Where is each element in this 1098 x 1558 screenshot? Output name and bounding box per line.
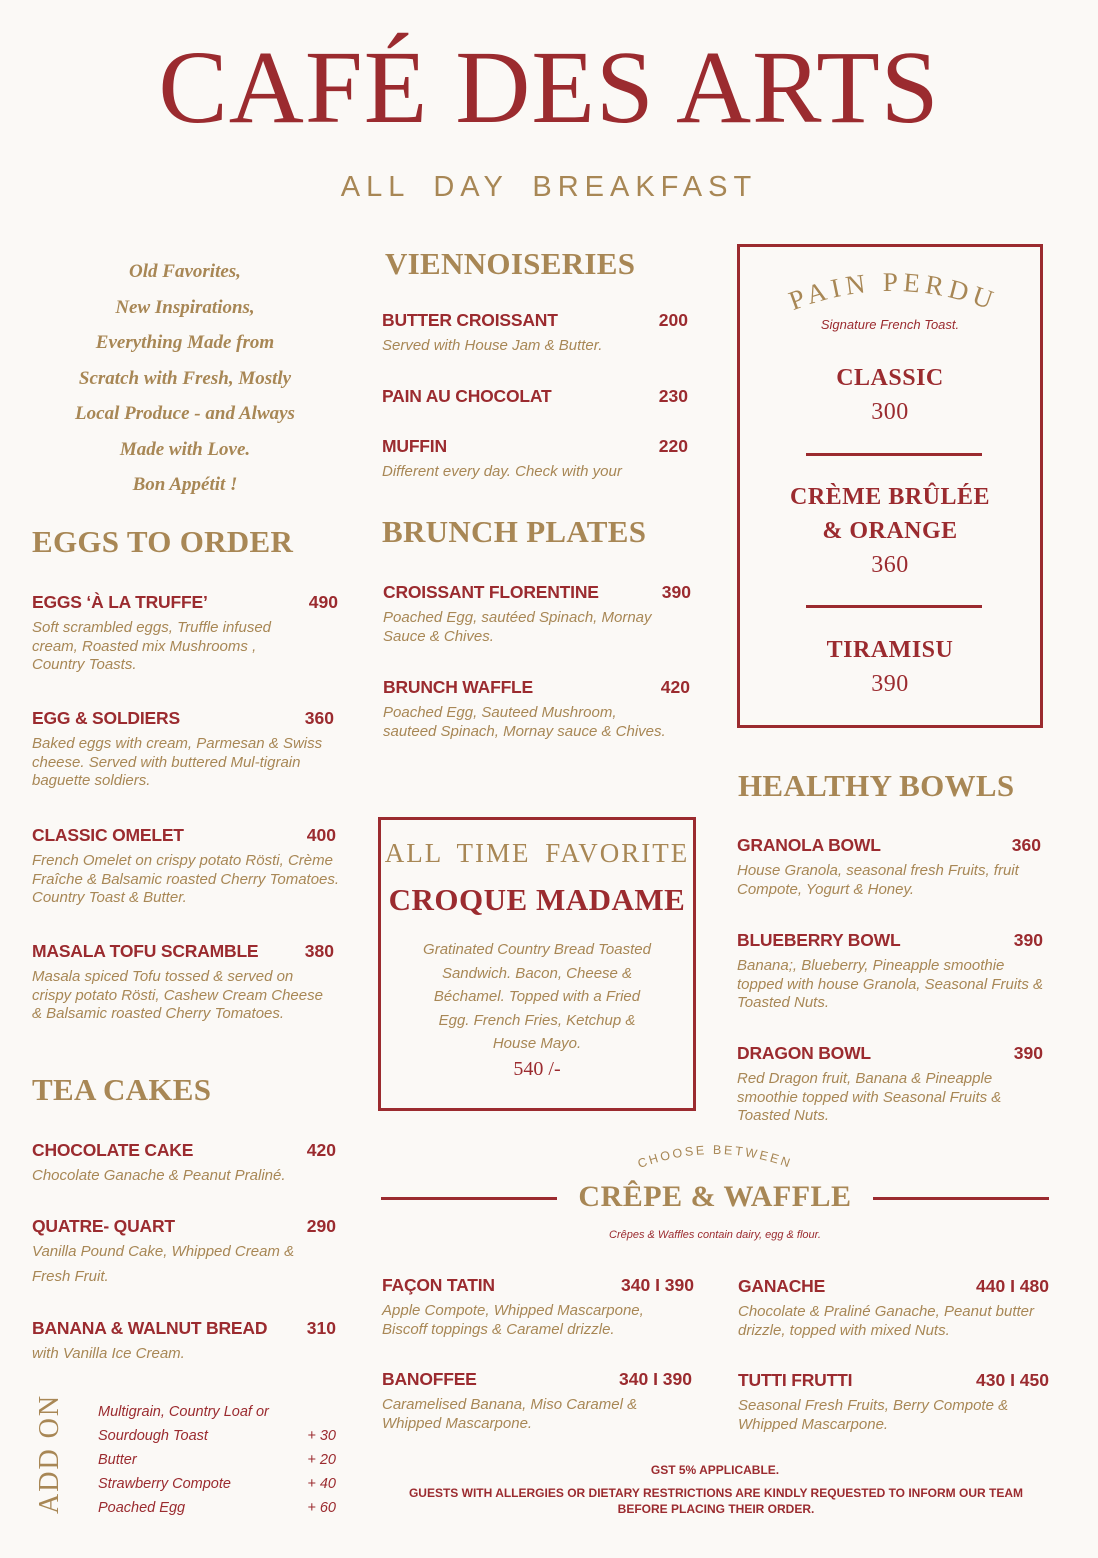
menu-item [738,1370,1049,1434]
item-name: MASALA TOFU SCRAMBLE [32,941,259,961]
option-price: 390 [871,671,909,697]
item-price: 220 [658,436,688,456]
item-description: Red Dragon fruit, Banana & Pineapple smoothie topped with Seasonal Fruits & Toasted Nuts. [737,1070,1002,1124]
cafe-title: CAFÉ DES ARTS [158,30,940,145]
item-description: Poached Egg, sautéed Spinach, Mornay Sauce & Chives. [383,609,652,645]
addon-price: + 30 [307,1428,336,1444]
item-description: Vanilla Pound Cake, Whipped Cream & Fresh Fruit. [32,1243,295,1285]
divider [381,1197,557,1200]
menu-item [382,386,688,407]
brunch-section-title: BRUNCH PLATES [382,514,647,549]
item-price: 490 [308,592,338,612]
pain-perdu-option [740,361,1040,429]
croque-price: 540 /- [513,1058,561,1080]
item-name: MUFFIN [382,436,447,456]
item-price: 390 [661,582,691,602]
item-description: with Vanilla Ice Cream. [32,1345,185,1362]
addon-price: + 20 [307,1452,336,1468]
croque-description: Gratinated Country Bread Toasted Sandwich. Bacon, Cheese & Béchamel. Topped with a Fried Egg. French Fries, Ketchup & House Mayo. [423,941,651,1052]
item-description: Different every day. Check with your [382,463,622,480]
crepe-section-title: CRÊPE & WAFFLE [578,1180,852,1213]
pain-perdu-box [737,244,1043,728]
addon-name: Poached Egg [98,1500,186,1516]
svg-text:CHOOSE BETWEEN [636,1143,794,1171]
item-description: Chocolate & Praliné Ganache, Peanut butter drizzle, topped with mixed Nuts. [738,1303,1035,1339]
item-name: PAIN AU CHOCOLAT [382,386,552,406]
item-price: 390 [1013,930,1043,950]
item-price: 340 I 390 [619,1369,692,1389]
bowls-section-title: HEALTHY BOWLS [738,768,1015,803]
menu-item [382,1275,694,1339]
item-description: Served with House Jam & Butter. [382,337,603,354]
pain-perdu-option [740,633,1040,701]
addon-row [98,1472,336,1496]
intro-text [40,254,330,503]
item-price: 310 [306,1318,336,1338]
menu-item [382,1369,692,1433]
crepe-note: Crêpes & Waffles contain dairy, egg & flour. [609,1229,821,1241]
item-name: EGG & SOLDIERS [32,708,180,728]
item-description: Soft scrambled eggs, Truffle infused cream, Roasted mix Mushrooms , Country Toasts. [32,619,272,673]
item-name: QUATRE- QUART [32,1216,175,1236]
item-name: CLASSIC OMELET [32,825,184,845]
option-name: TIRAMISU [826,637,954,663]
item-name: EGGS ‘À LA TRUFFE’ [32,592,208,612]
intro-line: New Inspirations, [115,296,255,318]
croque-label: ALL TIME FAVORITE [384,838,690,868]
item-description: French Omelet on crispy potato Rösti, Crème Fraîche & Balsamic roasted Cherry Tomatoes. Country Toast & Butter. [32,852,340,906]
item-name: BANOFFEE [382,1369,477,1389]
addon-row [98,1400,336,1424]
intro-line: Made with Love. [119,438,251,460]
item-price: 290 [306,1216,336,1236]
item-price: 380 [304,941,334,961]
item-description: Banana;, Blueberry, Pineapple smoothie topped with house Granola, Seasonal Fruits & Toasted Nuts. [737,957,1044,1011]
item-price: 430 I 450 [976,1370,1049,1390]
addon-row [98,1496,336,1520]
addon-row [98,1424,336,1448]
item-price: 420 [306,1140,336,1160]
item-price: 200 [658,310,688,330]
addon-name: Strawberry Compote [98,1476,231,1492]
option-price: 360 [871,552,909,578]
item-name: BRUNCH WAFFLE [383,677,534,697]
gst-note: GST 5% APPLICABLE. [650,1463,780,1477]
eggs-section-title: EGGS TO ORDER [32,524,294,559]
intro-line: Local Produce - and Always [75,403,295,424]
menu-item [32,708,334,791]
menu-item [737,835,1041,899]
addon-price: + 60 [307,1500,336,1516]
pain-perdu-subtitle: Signature French Toast. [820,317,960,332]
viennoiseries-section-title: VIENNOISERIES [385,246,636,281]
item-price: 390 [1013,1043,1043,1063]
croque-madame-box [378,817,696,1111]
menu-item [32,592,338,675]
item-price: 400 [306,825,336,845]
divider [806,605,982,608]
intro-line: Scratch with Fresh, Mostly [78,367,292,389]
menu-item [32,1216,336,1289]
intro-line: Everything Made from [95,332,275,353]
menu-item [383,582,691,646]
intro-line: Old Favorites, [129,261,241,282]
addon-price: + 40 [307,1476,336,1492]
item-description: Poached Egg, Sauteed Mushroom, sauteed Spinach, Mornay sauce & Chives. [383,704,666,740]
svg-text:PAIN PERDU [785,267,1002,317]
item-description: Apple Compote, Whipped Mascarpone, Biscoff toppings & Caramel drizzle. [382,1302,644,1338]
pain-perdu-option [740,480,1040,582]
divider [873,1197,1049,1200]
item-name: BUTTER CROISSANT [382,310,558,330]
item-name: CHOCOLATE CAKE [32,1140,194,1160]
addon-list [98,1400,336,1520]
divider [806,453,982,456]
menu-item [32,1318,336,1364]
item-price: 340 I 390 [621,1275,694,1295]
item-description: Caramelised Banana, Miso Caramel & Whipped Mascarpone. [382,1396,638,1432]
choose-between-arc [615,1134,815,1178]
option-name: CLASSIC [836,365,944,391]
intro-line: Bon Appétit ! [132,474,238,495]
menu-item [738,1276,1049,1340]
menu-item [382,436,688,482]
item-description: Chocolate Ganache & Peanut Praliné. [32,1167,286,1184]
addon-name: Multigrain, Country Loaf or [98,1404,269,1420]
item-price: 440 I 480 [976,1276,1049,1296]
allergy-note: GUESTS WITH ALLERGIES OR DIETARY RESTRICTIONS ARE KINDLY REQUESTED TO INFORM OUR TEAM BEFORE PLACING THEIR ORDER. [408,1486,1024,1516]
option-price: 300 [871,399,909,425]
item-price: 230 [658,386,688,406]
choose-between-label: CHOOSE BETWEEN [635,1142,795,1172]
item-price: 360 [1011,835,1041,855]
item-description: Seasonal Fresh Fruits, Berry Compote & Whipped Mascarpone. [738,1397,1009,1433]
addon-name: Sourdough Toast [98,1428,208,1444]
item-name: GRANOLA BOWL [737,835,881,855]
item-name: FAÇON TATIN [382,1275,495,1295]
menu-item [383,677,690,741]
item-price: 420 [660,677,690,697]
item-name: DRAGON BOWL [737,1043,871,1063]
item-name: TUTTI FRUTTI [738,1370,853,1390]
cafe-subtitle: ALL DAY BREAKFAST [340,171,758,203]
pain-perdu-title: PAIN PERDU [784,266,1002,317]
option-name-line2: & ORANGE [822,518,958,544]
menu-item [32,941,334,1024]
item-name: BLUEBERRY BOWL [737,930,901,950]
tea-section-title: TEA CAKES [32,1072,212,1107]
menu-item [32,825,340,908]
item-description: Masala spiced Tofu tossed & served on crispy potato Rösti, Cashew Cream Cheese & Balsamic roasted Cherry Tomatoes. [32,968,323,1022]
menu-item [737,930,1043,1013]
menu-item [737,1043,1043,1126]
croque-name: CROQUE MADAME [388,882,686,917]
addon-title: ADD ON [34,1393,65,1514]
item-name: GANACHE [738,1276,826,1296]
menu-item [382,310,688,356]
addon-name: Butter [98,1452,137,1468]
item-description: Baked eggs with cream, Parmesan & Swiss cheese. Served with buttered Mul-tigrain baguette soldiers. [32,735,323,789]
menu-item [32,1140,336,1186]
option-name: CRÈME BRÛLÉE [789,484,991,510]
item-description: House Granola, seasonal fresh Fruits, fruit Compote, Yogurt & Honey. [737,862,1019,898]
item-name: CROISSANT FLORENTINE [383,582,599,602]
item-name: BANANA & WALNUT BREAD [32,1318,268,1338]
addon-row [98,1448,336,1472]
item-price: 360 [304,708,334,728]
